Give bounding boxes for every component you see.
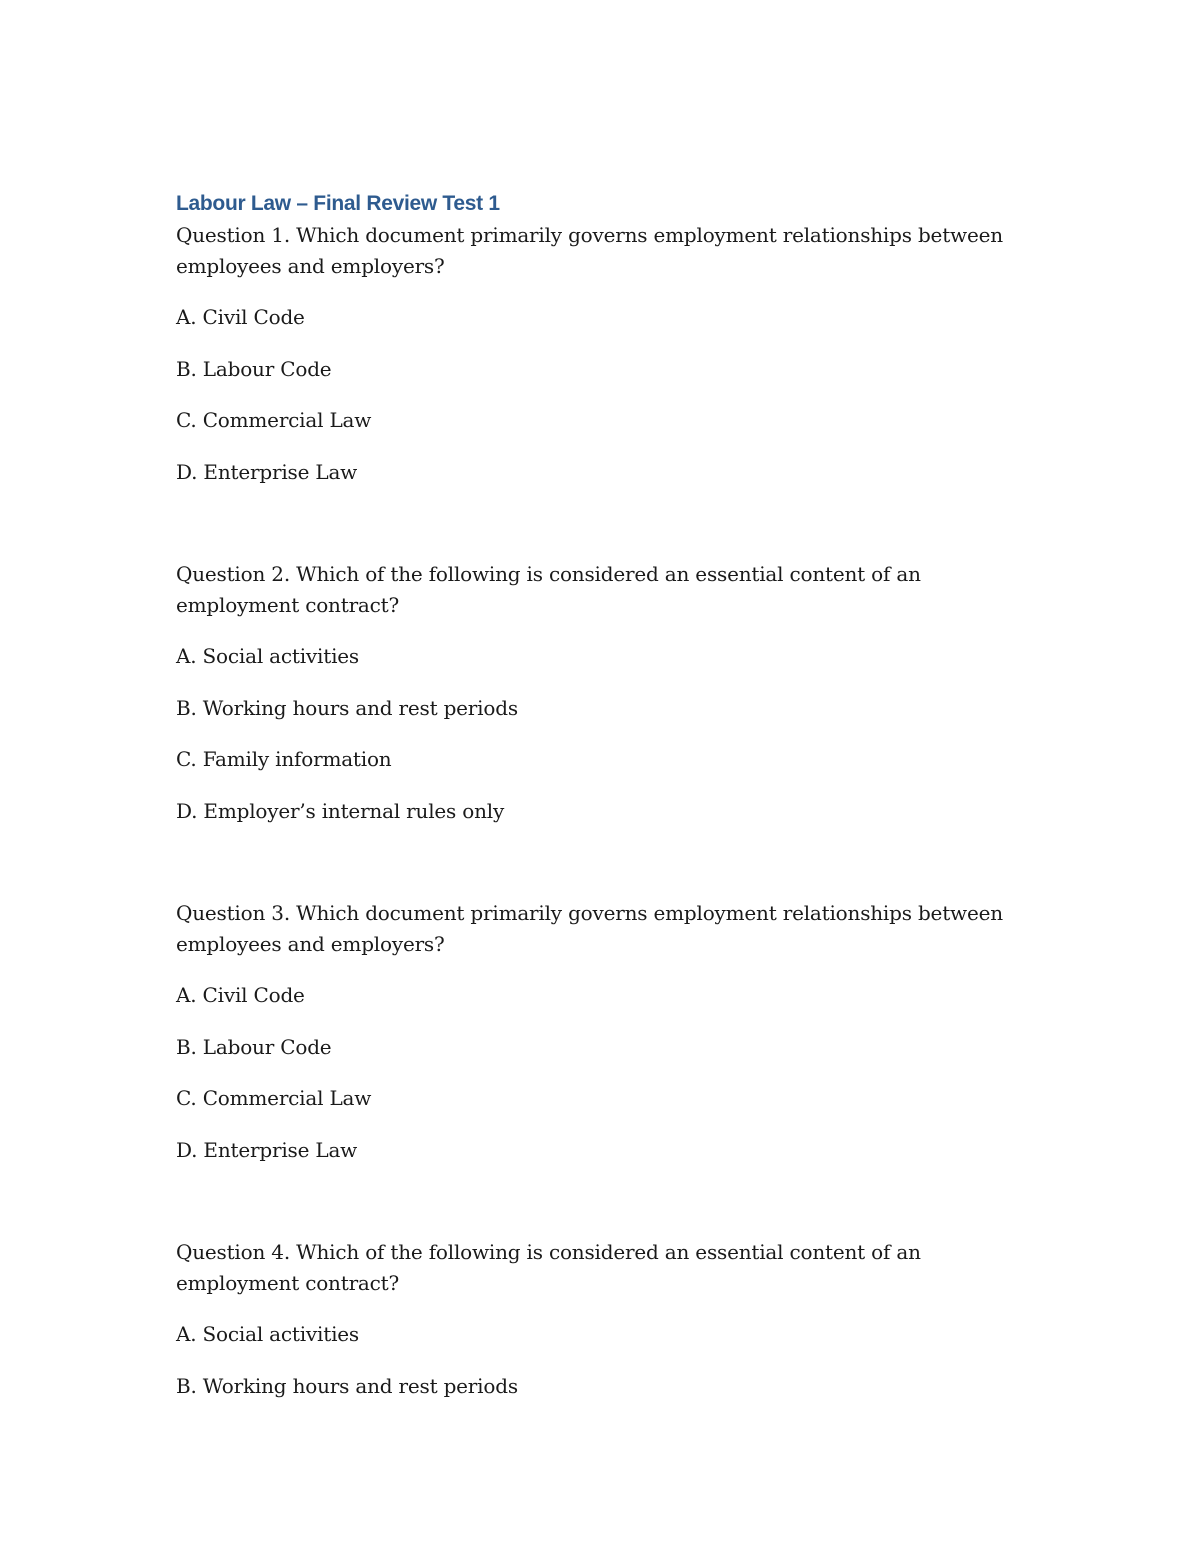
answer-option: A. Civil Code bbox=[176, 983, 305, 1007]
document-body bbox=[176, 188, 1036, 1422]
question-text: Question 4. Which of the following is considered an essential content of an employment contract? bbox=[176, 1240, 921, 1295]
paragraph-spacer bbox=[176, 508, 1036, 559]
answer-option: D. Enterprise Law bbox=[176, 1137, 358, 1162]
answer-option: B. Labour Code bbox=[176, 1034, 332, 1059]
question-block-3 bbox=[176, 898, 1036, 1166]
document-title: Labour Law – Final Review Test 1 bbox=[176, 192, 500, 215]
answer-option: A. Civil Code bbox=[176, 305, 305, 329]
answer-option: B. Working hours and rest periods bbox=[176, 1373, 518, 1398]
answer-option: C. Family information bbox=[176, 747, 392, 771]
answer-option: B. Labour Code bbox=[176, 356, 332, 381]
question-block-4 bbox=[176, 1237, 1036, 1402]
paragraph-spacer bbox=[176, 1186, 1036, 1237]
answer-option: C. Commercial Law bbox=[176, 408, 372, 432]
answer-option: C. Commercial Law bbox=[176, 1086, 372, 1110]
question-text: Question 3. Which document primarily governs employment relationships between employees and employers? bbox=[176, 901, 1003, 956]
question-text: Question 2. Which of the following is considered an essential content of an employment contract? bbox=[176, 562, 921, 617]
question-block-1 bbox=[176, 220, 1036, 488]
answer-option: D. Enterprise Law bbox=[176, 459, 358, 484]
question-text: Question 1. Which document primarily governs employment relationships between employees and employers? bbox=[176, 223, 1003, 278]
answer-option: A. Social activities bbox=[176, 1322, 359, 1346]
question-block-2 bbox=[176, 559, 1036, 827]
paragraph-spacer bbox=[176, 847, 1036, 898]
answer-option: A. Social activities bbox=[176, 644, 359, 668]
answer-option: B. Working hours and rest periods bbox=[176, 695, 518, 720]
answer-option: D. Employer’s internal rules only bbox=[176, 798, 505, 823]
